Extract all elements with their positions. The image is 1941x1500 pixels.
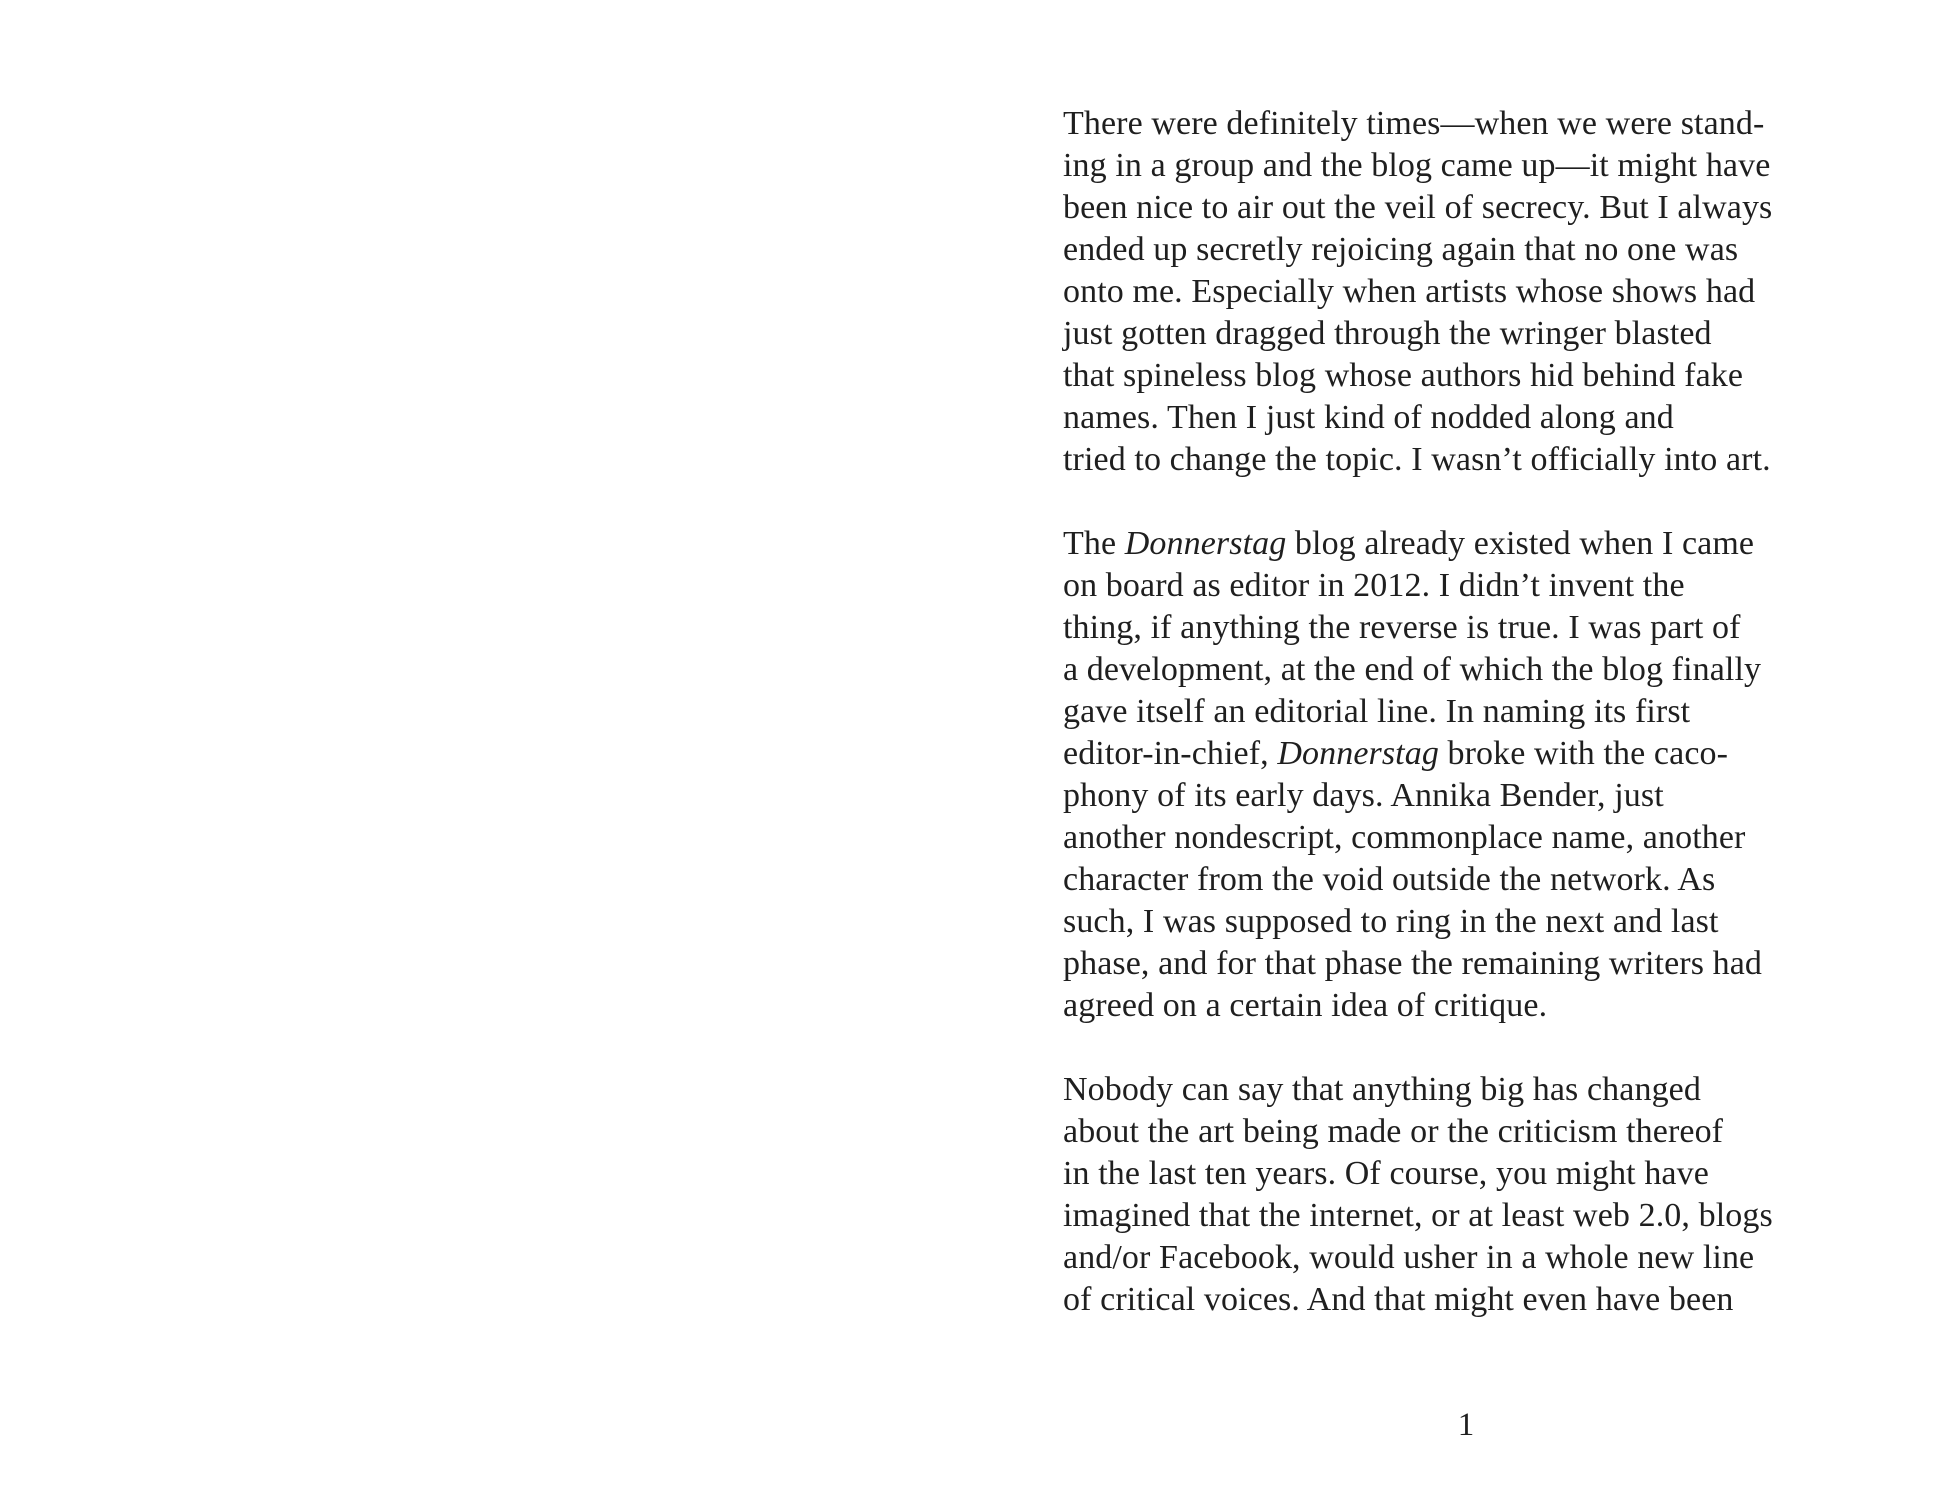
- text-line: [1063, 271, 1883, 313]
- text-line: [1063, 733, 1883, 775]
- text-line: [1063, 397, 1883, 439]
- text-line: [1063, 565, 1883, 607]
- text-segment: Nobody can say that anything big has changed: [1063, 1071, 1701, 1108]
- text-segment: in the last ten years. Of course, you might have: [1063, 1155, 1709, 1192]
- text-segment: that spineless blog whose authors hid behind fake: [1063, 357, 1744, 394]
- text-segment: blog already existed when I came: [1286, 525, 1755, 562]
- text-segment: agreed on a certain idea of critique.: [1063, 987, 1548, 1024]
- text-line: [1063, 187, 1883, 229]
- italic-text-segment: Donnerstag: [1124, 525, 1287, 562]
- page-text-column: [1063, 103, 1883, 1363]
- text-line: [1063, 439, 1883, 481]
- text-line: [1063, 607, 1883, 649]
- text-segment: about the art being made or the criticism thereof: [1063, 1113, 1724, 1150]
- text-segment: gave itself an editorial line. In naming its first: [1063, 693, 1691, 730]
- text-line: [1063, 985, 1883, 1027]
- text-line: [1063, 859, 1883, 901]
- paragraph: [1063, 103, 1883, 481]
- text-segment: phase, and for that phase the remaining writers had: [1063, 945, 1763, 982]
- text-line: [1063, 943, 1883, 985]
- italic-text-segment: Donnerstag: [1277, 735, 1439, 772]
- text-segment: a development, at the end of which the blog finally: [1063, 651, 1762, 688]
- text-segment: There were definitely times—when we were stand-: [1063, 105, 1765, 142]
- text-segment: ing in a group and the blog came up—it might have: [1063, 147, 1771, 184]
- text-segment: character from the void outside the network. As: [1063, 861, 1716, 898]
- text-segment: on board as editor in 2012. I didn’t invent the: [1063, 567, 1685, 604]
- text-segment: thing, if anything the reverse is true. I was part of: [1063, 609, 1741, 646]
- text-line: [1063, 691, 1883, 733]
- text-segment: another nondescript, commonplace name, another: [1063, 819, 1746, 856]
- page-number: 1: [1457, 1407, 1475, 1443]
- text-segment: such, I was supposed to ring in the next and last: [1063, 903, 1719, 940]
- paragraph: [1063, 1069, 1883, 1321]
- text-line: [1063, 1279, 1883, 1321]
- text-line: [1063, 1237, 1883, 1279]
- text-segment: ended up secretly rejoicing again that no one was: [1063, 231, 1739, 268]
- text-line: [1063, 523, 1883, 565]
- paragraph: [1063, 523, 1883, 1027]
- text-line: [1063, 145, 1883, 187]
- text-segment: The: [1063, 525, 1125, 562]
- text-segment: names. Then I just kind of nodded along and: [1063, 399, 1674, 436]
- text-line: [1063, 1153, 1883, 1195]
- text-segment: been nice to air out the veil of secrecy. But I always: [1063, 189, 1773, 226]
- text-line: [1063, 649, 1883, 691]
- text-segment: of critical voices. And that might even have been: [1063, 1281, 1734, 1318]
- text-segment: onto me. Especially when artists whose shows had: [1063, 273, 1756, 310]
- text-line: [1063, 775, 1883, 817]
- text-segment: tried to change the topic. I wasn’t officially into art.: [1063, 441, 1771, 478]
- text-segment: imagined that the internet, or at least web 2.0, blogs: [1063, 1197, 1773, 1234]
- text-segment: and/or Facebook, would usher in a whole new line: [1063, 1239, 1755, 1276]
- text-segment: phony of its early days. Annika Bender, just: [1063, 777, 1664, 814]
- text-segment: just gotten dragged through the wringer blasted: [1063, 315, 1712, 352]
- text-line: [1063, 355, 1883, 397]
- text-line: [1063, 901, 1883, 943]
- text-line: [1063, 103, 1883, 145]
- text-segment: broke with the caco-: [1438, 735, 1729, 772]
- text-segment: editor-in-chief,: [1063, 735, 1278, 772]
- text-line: [1063, 1111, 1883, 1153]
- text-line: [1063, 1195, 1883, 1237]
- text-line: [1063, 817, 1883, 859]
- text-line: [1063, 313, 1883, 355]
- text-line: [1063, 1069, 1883, 1111]
- text-line: [1063, 229, 1883, 271]
